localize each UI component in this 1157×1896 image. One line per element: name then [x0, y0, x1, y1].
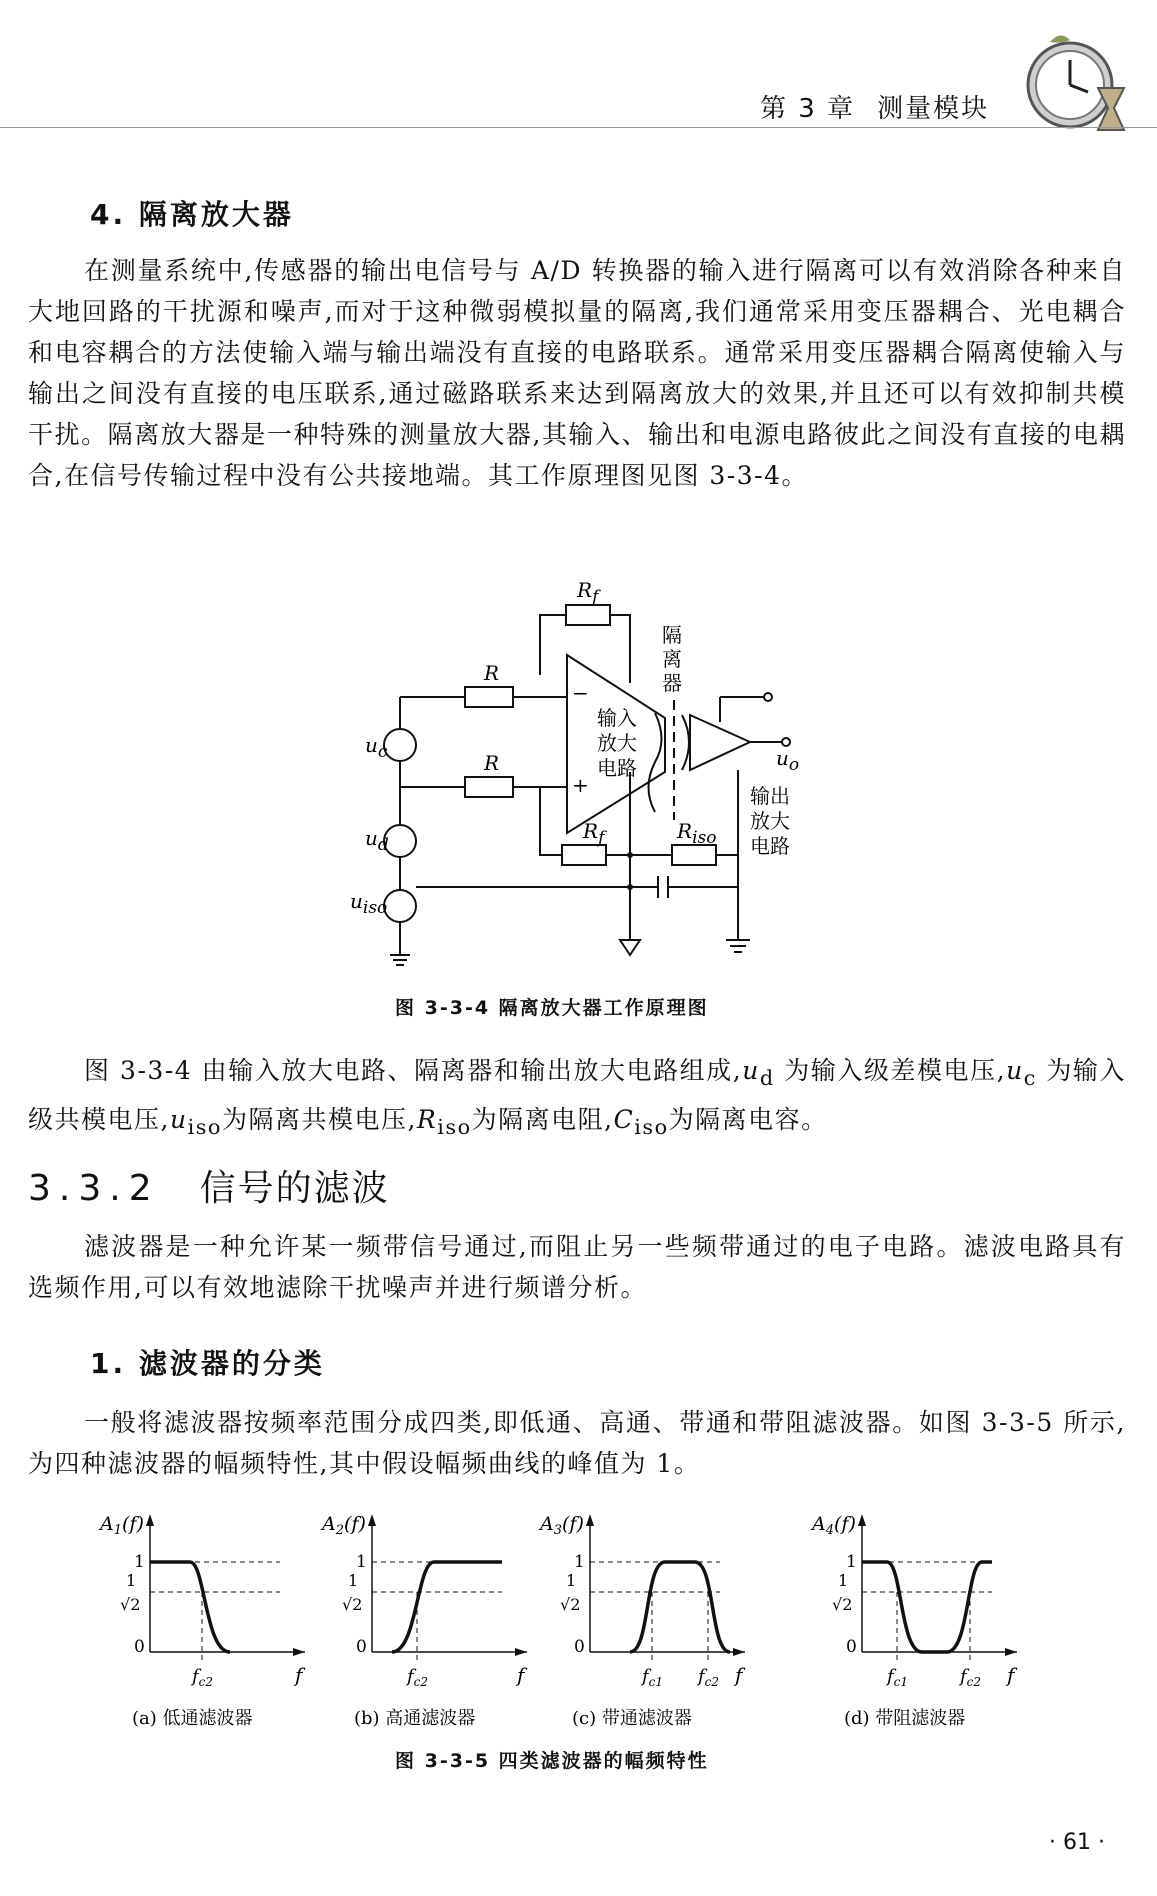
- tick-one: 1: [574, 1552, 585, 1572]
- running-header: [760, 88, 1011, 125]
- paragraph-text: 在测量系统中,传感器的输出电信号与 A/D 转换器的输入进行隔离可以有效消除各种来自大地回路的干扰源和噪声,而对于这种微弱模拟量的隔离,我们通常采用变压器耦合、光电耦合和电容耦合的方法使输入端与输出端没有直接的电路联系。通常采用变压器耦合隔离使输入与输出之间没有直接的电压联系,通过磁路联系来达到隔离放大的效果,并且还可以有效抑制共模干扰。隔离放大器是一种特殊的测量放大器,其输入、输出和电源电路彼此之间没有直接的电耦合,在信号传输过程中没有公共接地端。其工作原理图见图 3-3-4。: [28, 256, 1126, 490]
- cutoff-label: $f_{c2}$: [960, 1666, 982, 1689]
- tick-one: 1: [134, 1552, 145, 1572]
- x-axis-label: f: [735, 1663, 743, 1687]
- tick-frac-den: √2: [560, 1595, 581, 1614]
- chapter-title: 测量模块: [877, 94, 990, 124]
- r2-label: R: [484, 751, 500, 775]
- rf-bot-label: $R_f$: [583, 819, 605, 848]
- section-heading: 1. 滤波器的分类: [90, 1347, 325, 1380]
- y-axis-label: $A_4(f)$: [812, 1513, 856, 1538]
- tick-frac-den: √2: [120, 1595, 141, 1614]
- chapter-number: 第 3 章: [760, 94, 856, 124]
- plus-sign: +: [572, 773, 589, 797]
- response-curve: [392, 1562, 502, 1652]
- out-label-2: 放大: [750, 809, 790, 833]
- uiso-label: $u_{iso}$: [350, 889, 388, 918]
- tick-one: 1: [356, 1552, 367, 1572]
- y-axis-label: $A_3(f)$: [540, 1513, 584, 1538]
- tick-one: 1: [846, 1552, 857, 1572]
- cutoff-label: $f_{c1}$: [642, 1666, 664, 1689]
- tick-frac-num: 1: [348, 1571, 359, 1590]
- x-axis-label: f: [517, 1663, 525, 1687]
- isolation-amplifier-diagram: [0, 560, 1157, 1040]
- tick-frac-num: 1: [126, 1571, 137, 1590]
- y-arrow: [146, 1514, 154, 1526]
- panel-caption: (b) 高通滤波器: [354, 1708, 476, 1729]
- body-paragraph: [28, 1402, 1126, 1484]
- tick-frac-den: √2: [832, 1595, 853, 1614]
- x-axis-label: f: [1007, 1663, 1015, 1687]
- figure-caption: 图 3-3-5 四类滤波器的幅频特性: [395, 1750, 709, 1772]
- section-number: 3.3.2: [28, 1168, 160, 1209]
- filter-response-figure: [0, 1500, 1157, 1730]
- tick-zero: 0: [356, 1637, 367, 1657]
- paragraph-text: 图 3-3-4 由输入放大电路、隔离器和输出放大电路组成$,u_d$ 为输入级差模电压$,u_c$ 为输入级共模电压$,u_{iso}$为隔离共模电压$,R_{iso}$为隔离电阻$,C_{iso}$为隔离电容。: [28, 1056, 1126, 1139]
- y-axis-label: $A_2(f)$: [322, 1513, 366, 1538]
- y-arrow: [586, 1514, 594, 1526]
- cutoff-label: $f_{c2}$: [698, 1666, 720, 1689]
- isolator-label-1: 隔: [662, 623, 682, 647]
- section-heading: 4. 隔离放大器: [90, 198, 294, 231]
- response-curve: [862, 1562, 992, 1652]
- panel-caption: (c) 带通滤波器: [572, 1708, 692, 1729]
- riso-label: $R_{iso}$: [677, 819, 717, 848]
- r1-label: R: [484, 661, 500, 685]
- x-arrow: [1005, 1648, 1017, 1656]
- response-curve: [630, 1562, 730, 1652]
- body-paragraph: [28, 1050, 1126, 1148]
- minus-sign: −: [572, 681, 589, 705]
- figure-caption: 图 3-3-4 隔离放大器工作原理图: [395, 997, 709, 1019]
- x-axis-label: f: [295, 1663, 303, 1687]
- tick-zero: 0: [134, 1637, 145, 1657]
- y-arrow: [368, 1514, 376, 1526]
- tick-zero: 0: [574, 1637, 585, 1657]
- cutoff-label: $f_{c1}$: [887, 1666, 909, 1689]
- panel-caption: (a) 低通滤波器: [132, 1708, 253, 1729]
- y-arrow: [858, 1514, 866, 1526]
- section-name: 信号的滤波: [199, 1168, 390, 1209]
- body-paragraph: [28, 250, 1126, 496]
- page-number: · 61 ·: [1049, 1830, 1105, 1855]
- tick-frac-num: 1: [838, 1571, 849, 1590]
- header-rule: [0, 127, 1157, 128]
- amp-label-1: 输入: [597, 706, 637, 730]
- cutoff-label: $f_{c2}$: [407, 1666, 429, 1689]
- amp-label-3: 电路: [597, 756, 637, 780]
- x-arrow: [733, 1648, 745, 1656]
- cutoff-label: $f_{c2}$: [192, 1666, 214, 1689]
- uo-label: $u_o$: [776, 746, 800, 775]
- clock-hourglass-icon: [1020, 30, 1130, 135]
- y-axis-label: $A_1(f)$: [100, 1513, 144, 1538]
- body-paragraph: [28, 1226, 1126, 1308]
- section-title: [28, 1160, 390, 1211]
- paragraph-text: 滤波器是一种允许某一频带信号通过,而阻止另一些频带通过的电子电路。滤波电路具有选频作用,可以有效地滤除干扰噪声并进行频谱分析。: [28, 1232, 1126, 1302]
- tick-frac-num: 1: [566, 1571, 577, 1590]
- out-label-1: 输出: [750, 784, 790, 808]
- tick-zero: 0: [846, 1637, 857, 1657]
- out-label-3: 电路: [750, 834, 790, 858]
- panel-caption: (d) 带阻滤波器: [844, 1708, 966, 1729]
- isolator-label-2: 离: [662, 647, 682, 671]
- tick-frac-den: √2: [342, 1595, 363, 1614]
- amp-label-2: 放大: [597, 731, 637, 755]
- rf-top-label: $R_f$: [577, 578, 599, 607]
- x-arrow: [515, 1648, 527, 1656]
- response-curve: [150, 1562, 230, 1652]
- isolator-label-3: 器: [662, 671, 682, 695]
- uc-label: $u_c$: [365, 733, 388, 762]
- paragraph-text: 一般将滤波器按频率范围分成四类,即低通、高通、带通和带阻滤波器。如图 3-3-5 所示,为四种滤波器的幅频特性,其中假设幅频曲线的峰值为 1。: [28, 1408, 1126, 1478]
- x-arrow: [293, 1648, 305, 1656]
- ud-label: $u_d$: [365, 826, 389, 855]
